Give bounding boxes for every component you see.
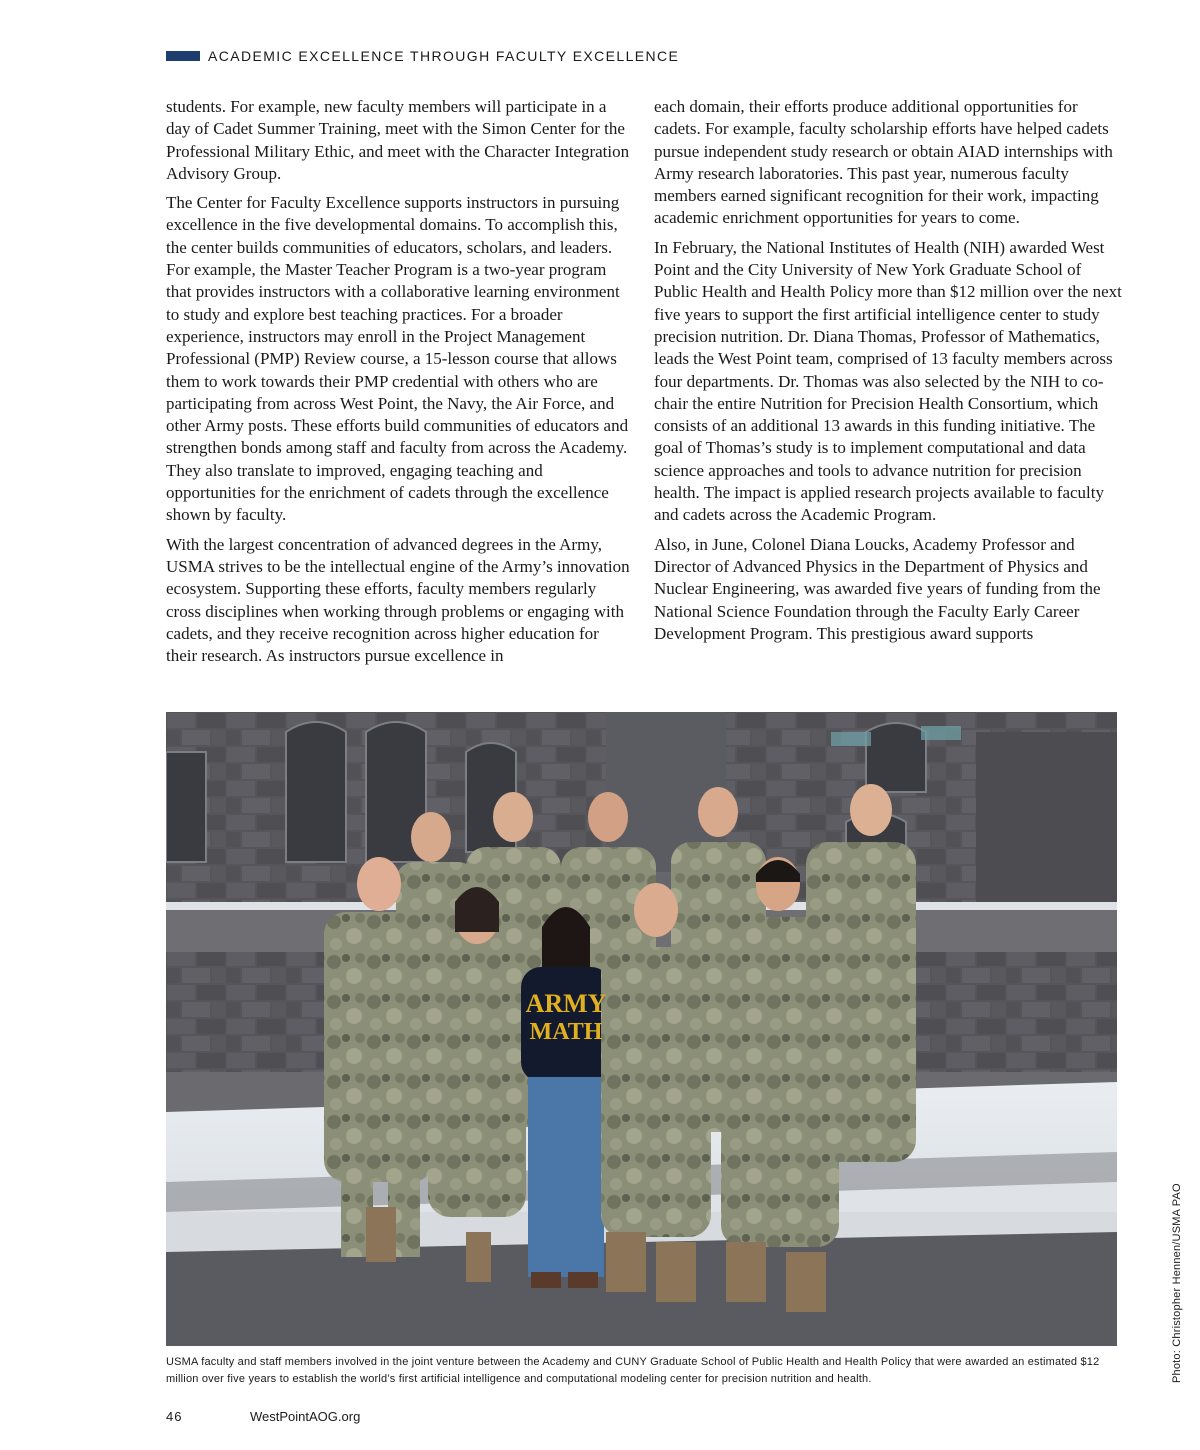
section-accent-bar [166, 51, 200, 61]
section-header [166, 46, 679, 66]
paragraph: each domain, their efforts produce additional opportunities for cadets. For example, faculty scholarship efforts have helped cadets pursue independent study research or obtain AIAD internships with Army research laboratories. This past year, numerous faculty members earned significant recognition for their work, impacting academic enrichment opportunities for years to come. [654, 97, 1113, 228]
photo-caption: USMA faculty and staff members involved in the joint venture between the Academy and CUNY Graduate School of Public Health and Health Policy that were awarded an estimated $12 million over five years to establish the world’s first artificial intelligence and computational modeling center for precision nutrition and health. [166, 1356, 1100, 1385]
article-right-column [654, 96, 1122, 652]
paragraph: In February, the National Institutes of Health (NIH) awarded West Point and the City University of New York Graduate School of Public Health and Health Policy more than $12 million over the next five years to support the first artificial intelligence center to study precision nutrition. Dr. Diana Thomas, Professor of Mathematics, leads the West Point team, comprised of 13 faculty members across four departments. Dr. Thomas was also selected by the NIH to co-chair the entire Nutrition for Precision Health Consortium, which consists of an additional 13 awards in this funding initiative. The goal of Thomas’s study is to implement computational and data science approaches and tools to advance nutrition for precision health. The impact is applied research projects available to faculty and cadets across the Academic Program. [654, 237, 1122, 525]
photo-credit: Photo: Christopher Hennen/USMA PAO [1171, 1183, 1183, 1383]
group-photo-illustration [166, 712, 1117, 1346]
paragraph: Also, in June, Colonel Diana Loucks, Academy Professor and Director of Advanced Physics in the Department of Physics and Nuclear Engineering, was awarded five years of funding from the National Science Foundation through the Faculty Early Career Development Program. This prestigious award supports [654, 534, 1101, 643]
shirt-text-line1: ARMY [525, 989, 607, 1018]
site-name: WestPointAOG.org [250, 1409, 361, 1424]
article-left-column [166, 96, 634, 674]
paragraph: The Center for Faculty Excellence supports instructors in pursuing excellence in the five developmental domains. To accomplish this, the center builds communities of educators, scholars, and leaders. For example, the Master Teacher Program is a two-year program that provides instructors with a collaborative learning environment to study and explore best teaching practices. For a broader experience, instructors may enroll in the Project Management Professional (PMP) Review course, a 15-lesson course that allows them to work towards their PMP credential with others who are participating from across West Point, the Navy, the Air Force, and other Army posts. These efforts build communities of educators and strengthen bonds among staff and faculty from across the Academy. They also translate to improved, engaging teaching and opportunities for the enrichment of cadets through the excellence shown by faculty. [166, 193, 629, 525]
page-number: 46 [166, 1409, 183, 1424]
section-title: ACADEMIC EXCELLENCE THROUGH FACULTY EXCELLENCE [208, 48, 680, 64]
paragraph: students. For example, new faculty members will participate in a day of Cadet Summer Training, meet with the Simon Center for the Professional Military Ethic, and meet with the Character Integration Advisory Group. [166, 97, 630, 183]
shirt-text-line2: MATH [529, 1019, 603, 1045]
paragraph: With the largest concentration of advanced degrees in the Army, USMA strives to be the intellectual engine of the Army’s innovation ecosystem. Supporting these efforts, faculty members regularly cross disciplines when working through problems or engaging with cadets, and they receive recognition across higher education for their research. As instructors pursue excellence in [166, 534, 630, 666]
group-photo [166, 712, 1117, 1346]
